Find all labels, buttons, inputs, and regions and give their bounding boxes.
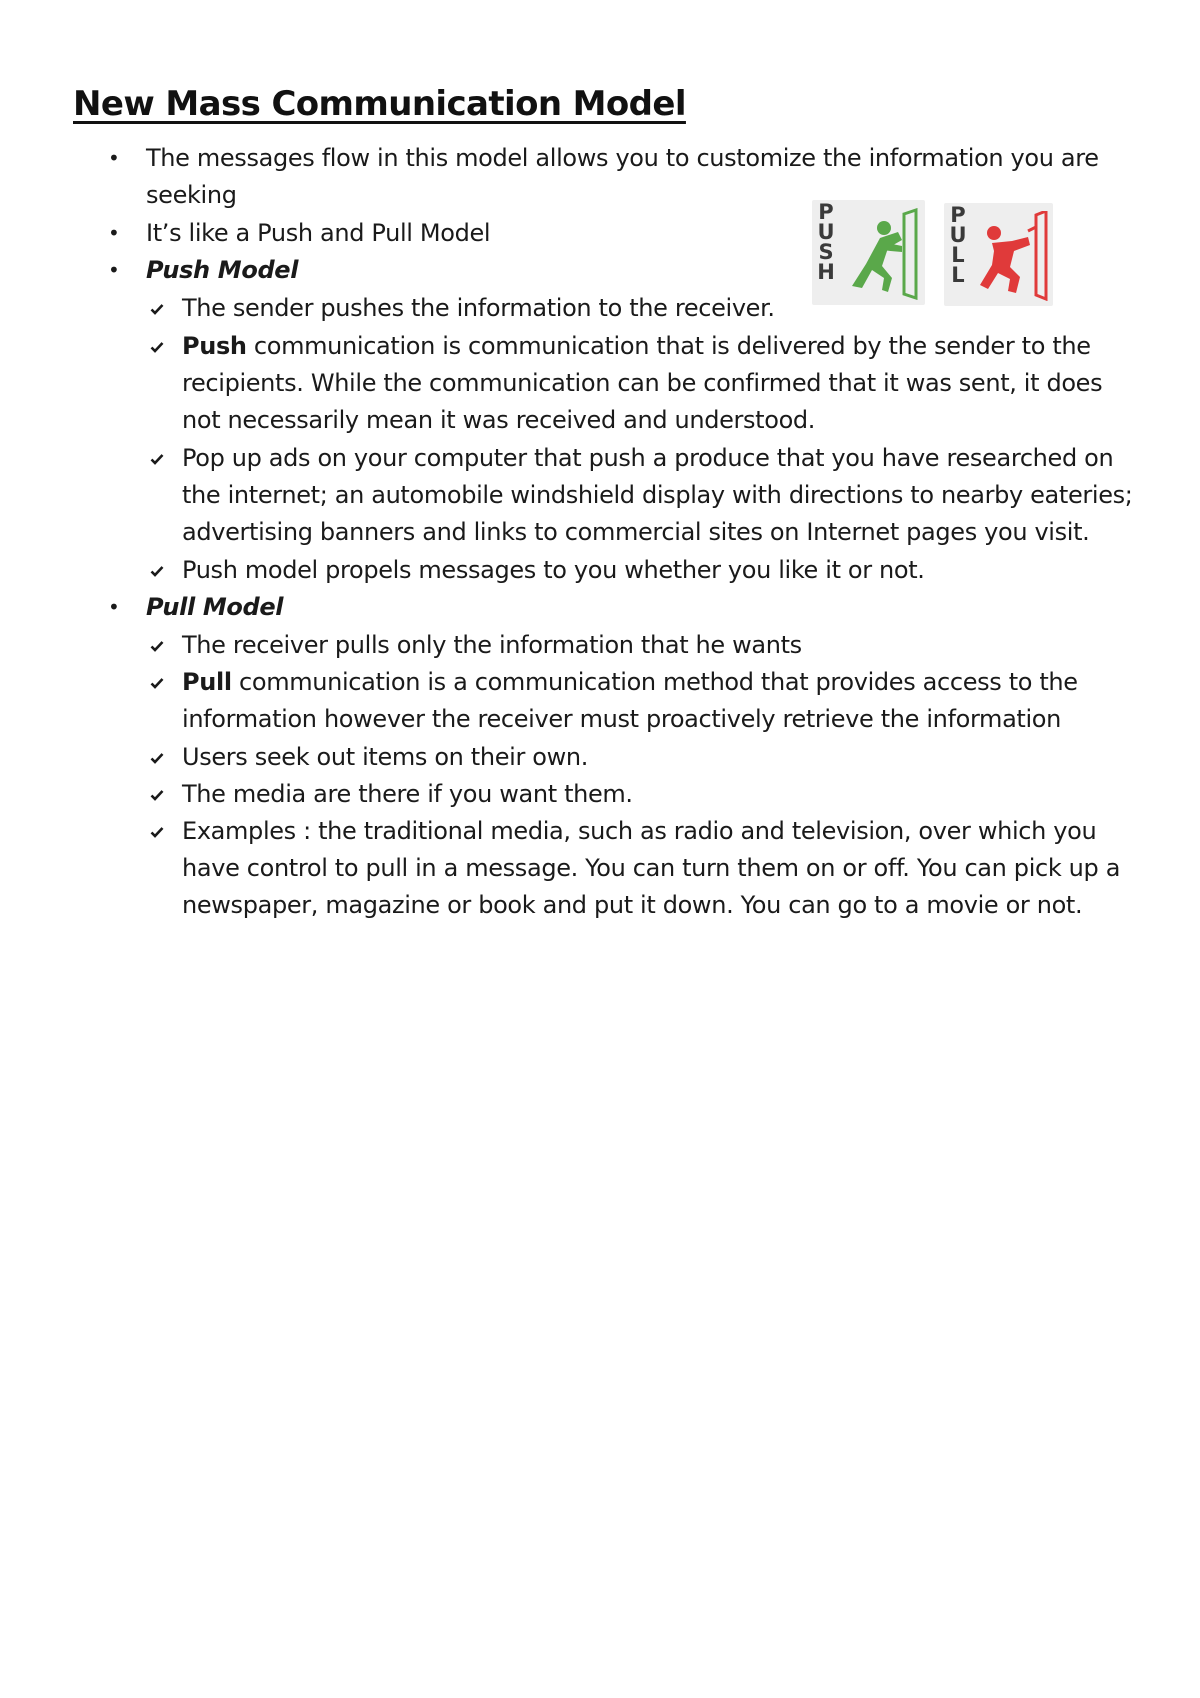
pull-term: Pull	[182, 668, 232, 696]
push-item: Push model propels messages to you whether you like it or not.	[182, 556, 925, 584]
check-icon	[150, 340, 164, 354]
bullet-text: seeking	[146, 181, 237, 209]
push-sign-image	[812, 200, 925, 305]
check-icon	[150, 452, 164, 466]
push-term: Push	[182, 332, 247, 360]
bullet-dot: •	[108, 595, 120, 619]
check-icon	[150, 564, 164, 578]
push-sign-letters: P U S H	[817, 200, 835, 284]
push-model-heading: Push Model	[146, 256, 299, 284]
pull-sign-letters: P U L L	[949, 203, 967, 287]
push-item: the internet; an automobile windshield display with directions to nearby eateries;	[182, 481, 1133, 509]
push-item-text: communication is communication that is delivered by the sender to the	[246, 332, 1091, 360]
pull-item: Users seek out items on their own.	[182, 743, 589, 771]
pull-item	[182, 668, 1078, 696]
push-item: Pop up ads on your computer that push a produce that you have researched on	[182, 444, 1114, 472]
pull-item: Examples : the traditional media, such as radio and television, over which you	[182, 817, 1097, 845]
bullet-text: The messages flow in this model allows you to customize the information you are	[146, 144, 1099, 172]
bullet-text: It’s like a Push and Pull Model	[146, 219, 491, 247]
pull-item: have control to pull in a message. You can turn them on or off. You can pick up a	[182, 854, 1121, 882]
pull-sign-image	[944, 203, 1053, 306]
check-icon	[150, 788, 164, 802]
check-icon	[150, 751, 164, 765]
pull-item: The receiver pulls only the information that he wants	[182, 631, 802, 659]
pull-item-text: communication is a communication method that provides access to the	[231, 668, 1078, 696]
pull-item: The media are there if you want them.	[182, 780, 633, 808]
check-icon	[150, 639, 164, 653]
check-icon	[150, 825, 164, 839]
page-title: New Mass Communication Model	[73, 84, 686, 124]
bullet-dot: •	[108, 221, 120, 245]
push-item: The sender pushes the information to the receiver.	[182, 294, 775, 322]
pull-figure-icon	[972, 211, 1050, 301]
check-icon	[150, 302, 164, 316]
push-item	[182, 332, 1091, 360]
push-item: not necessarily mean it was received and understood.	[182, 406, 816, 434]
bullet-dot: •	[108, 146, 120, 170]
bullet-dot: •	[108, 258, 120, 282]
push-item: recipients. While the communication can be confirmed that it was sent, it does	[182, 369, 1103, 397]
push-figure-icon	[842, 208, 922, 300]
pull-model-heading: Pull Model	[146, 593, 284, 621]
push-item: advertising banners and links to commercial sites on Internet pages you visit.	[182, 518, 1090, 546]
pull-item: newspaper, magazine or book and put it down. You can go to a movie or not.	[182, 891, 1083, 919]
pull-item: information however the receiver must proactively retrieve the information	[182, 705, 1061, 733]
check-icon	[150, 676, 164, 690]
